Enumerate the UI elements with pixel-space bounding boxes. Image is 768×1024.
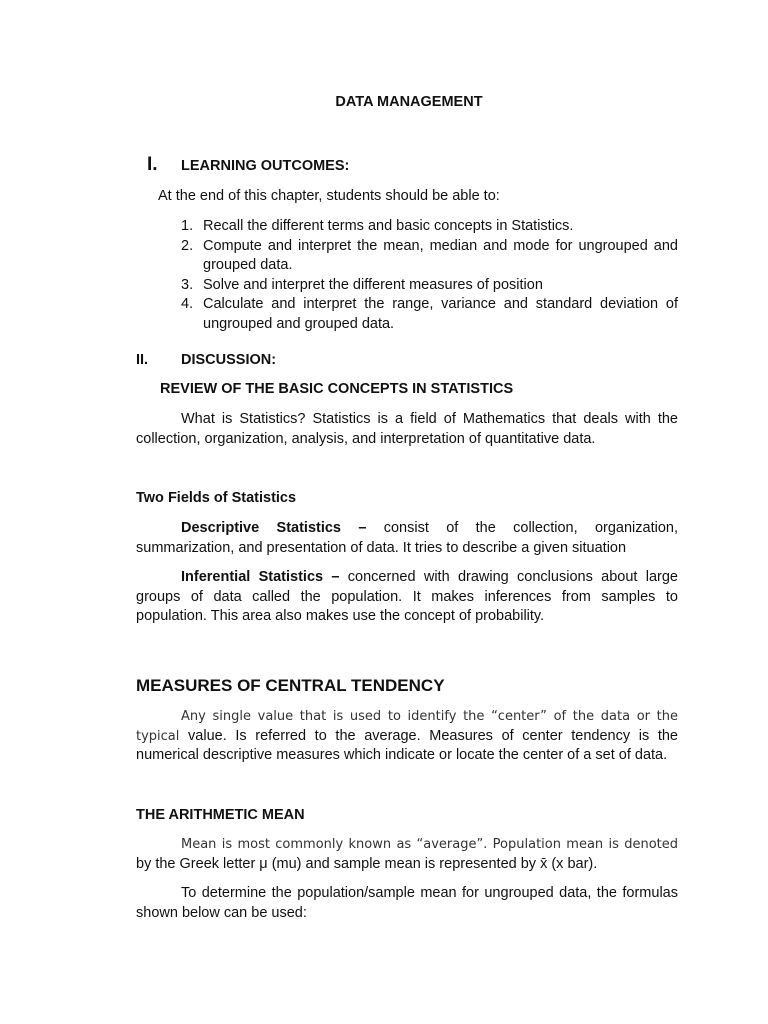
learning-outcomes-heading: LEARNING OUTCOMES: <box>181 158 350 174</box>
inferential-definition: concerned with drawing conclusions about large groups of data called the population. It makes inferences from samples to population. This area also makes use the concept of probability. <box>136 569 678 624</box>
two-fields-heading: Two Fields of Statistics <box>136 490 297 506</box>
section-numeral-1: I. <box>147 154 158 175</box>
learning-outcomes-intro: At the end of this chapter, students should be able to: <box>158 188 500 204</box>
arithmetic-mean-lead: Mean is most commonly known as “average”. Population mean is denoted <box>181 837 678 852</box>
inferential-statistics-paragraph <box>136 568 678 627</box>
list-item-text: Solve and interpret the different measures of position <box>203 276 543 293</box>
list-item-number: 3. <box>181 276 194 293</box>
list-item <box>181 295 678 334</box>
arithmetic-mean-heading: THE ARITHMETIC MEAN <box>136 807 305 823</box>
formula-intro-paragraph: To determine the population/sample mean for ungrouped data, the formulas shown below can be used: <box>136 885 678 921</box>
central-tendency-heading: MEASURES OF CENTRAL TENDENCY <box>136 676 445 695</box>
inferential-term: Inferential Statistics – <box>181 569 340 585</box>
list-item <box>181 276 678 296</box>
central-tendency-rest: value. Is referred to the average. Measures of center tendency is the numerical descriptive measures which indicate or locate the center of a set of data. <box>136 727 678 763</box>
list-item <box>181 217 678 237</box>
descriptive-statistics-paragraph <box>136 519 678 558</box>
section-numeral-2: II. <box>136 352 149 368</box>
list-item-text: Calculate and interpret the range, variance and standard deviation of ungrouped and grouped data. <box>203 296 678 332</box>
central-tendency-lead: Any single value that is used to identify the “center” of the data or the typical <box>136 709 678 744</box>
arithmetic-mean-rest: by the Greek letter μ (mu) and sample mean is represented by x̄ (x bar). <box>136 855 598 872</box>
learning-outcomes-list <box>181 217 678 334</box>
descriptive-term: Descriptive Statistics – <box>181 520 367 536</box>
list-item-text: Compute and interpret the mean, median and mode for ungrouped and grouped data. <box>203 237 678 273</box>
list-item <box>181 237 678 276</box>
list-item-text: Recall the different terms and basic concepts in Statistics. <box>203 218 574 234</box>
arithmetic-mean-paragraph <box>136 835 678 874</box>
what-is-statistics-paragraph: What is Statistics? Statistics is a field of Mathematics that deals with the collection, organization, analysis, and interpretation of quantitative data. <box>136 411 678 447</box>
central-tendency-paragraph <box>136 707 678 766</box>
list-item-number: 4. <box>181 296 194 312</box>
page-title: DATA MANAGEMENT <box>335 94 483 110</box>
discussion-heading: DISCUSSION: <box>181 352 277 368</box>
review-subheading: REVIEW OF THE BASIC CONCEPTS IN STATISTICS <box>160 381 514 397</box>
list-item-number: 2. <box>181 237 194 254</box>
descriptive-definition: consist of the collection, organization, summarization, and presentation of data. It tries to describe a given situation <box>136 520 678 556</box>
list-item-number: 1. <box>181 218 194 234</box>
